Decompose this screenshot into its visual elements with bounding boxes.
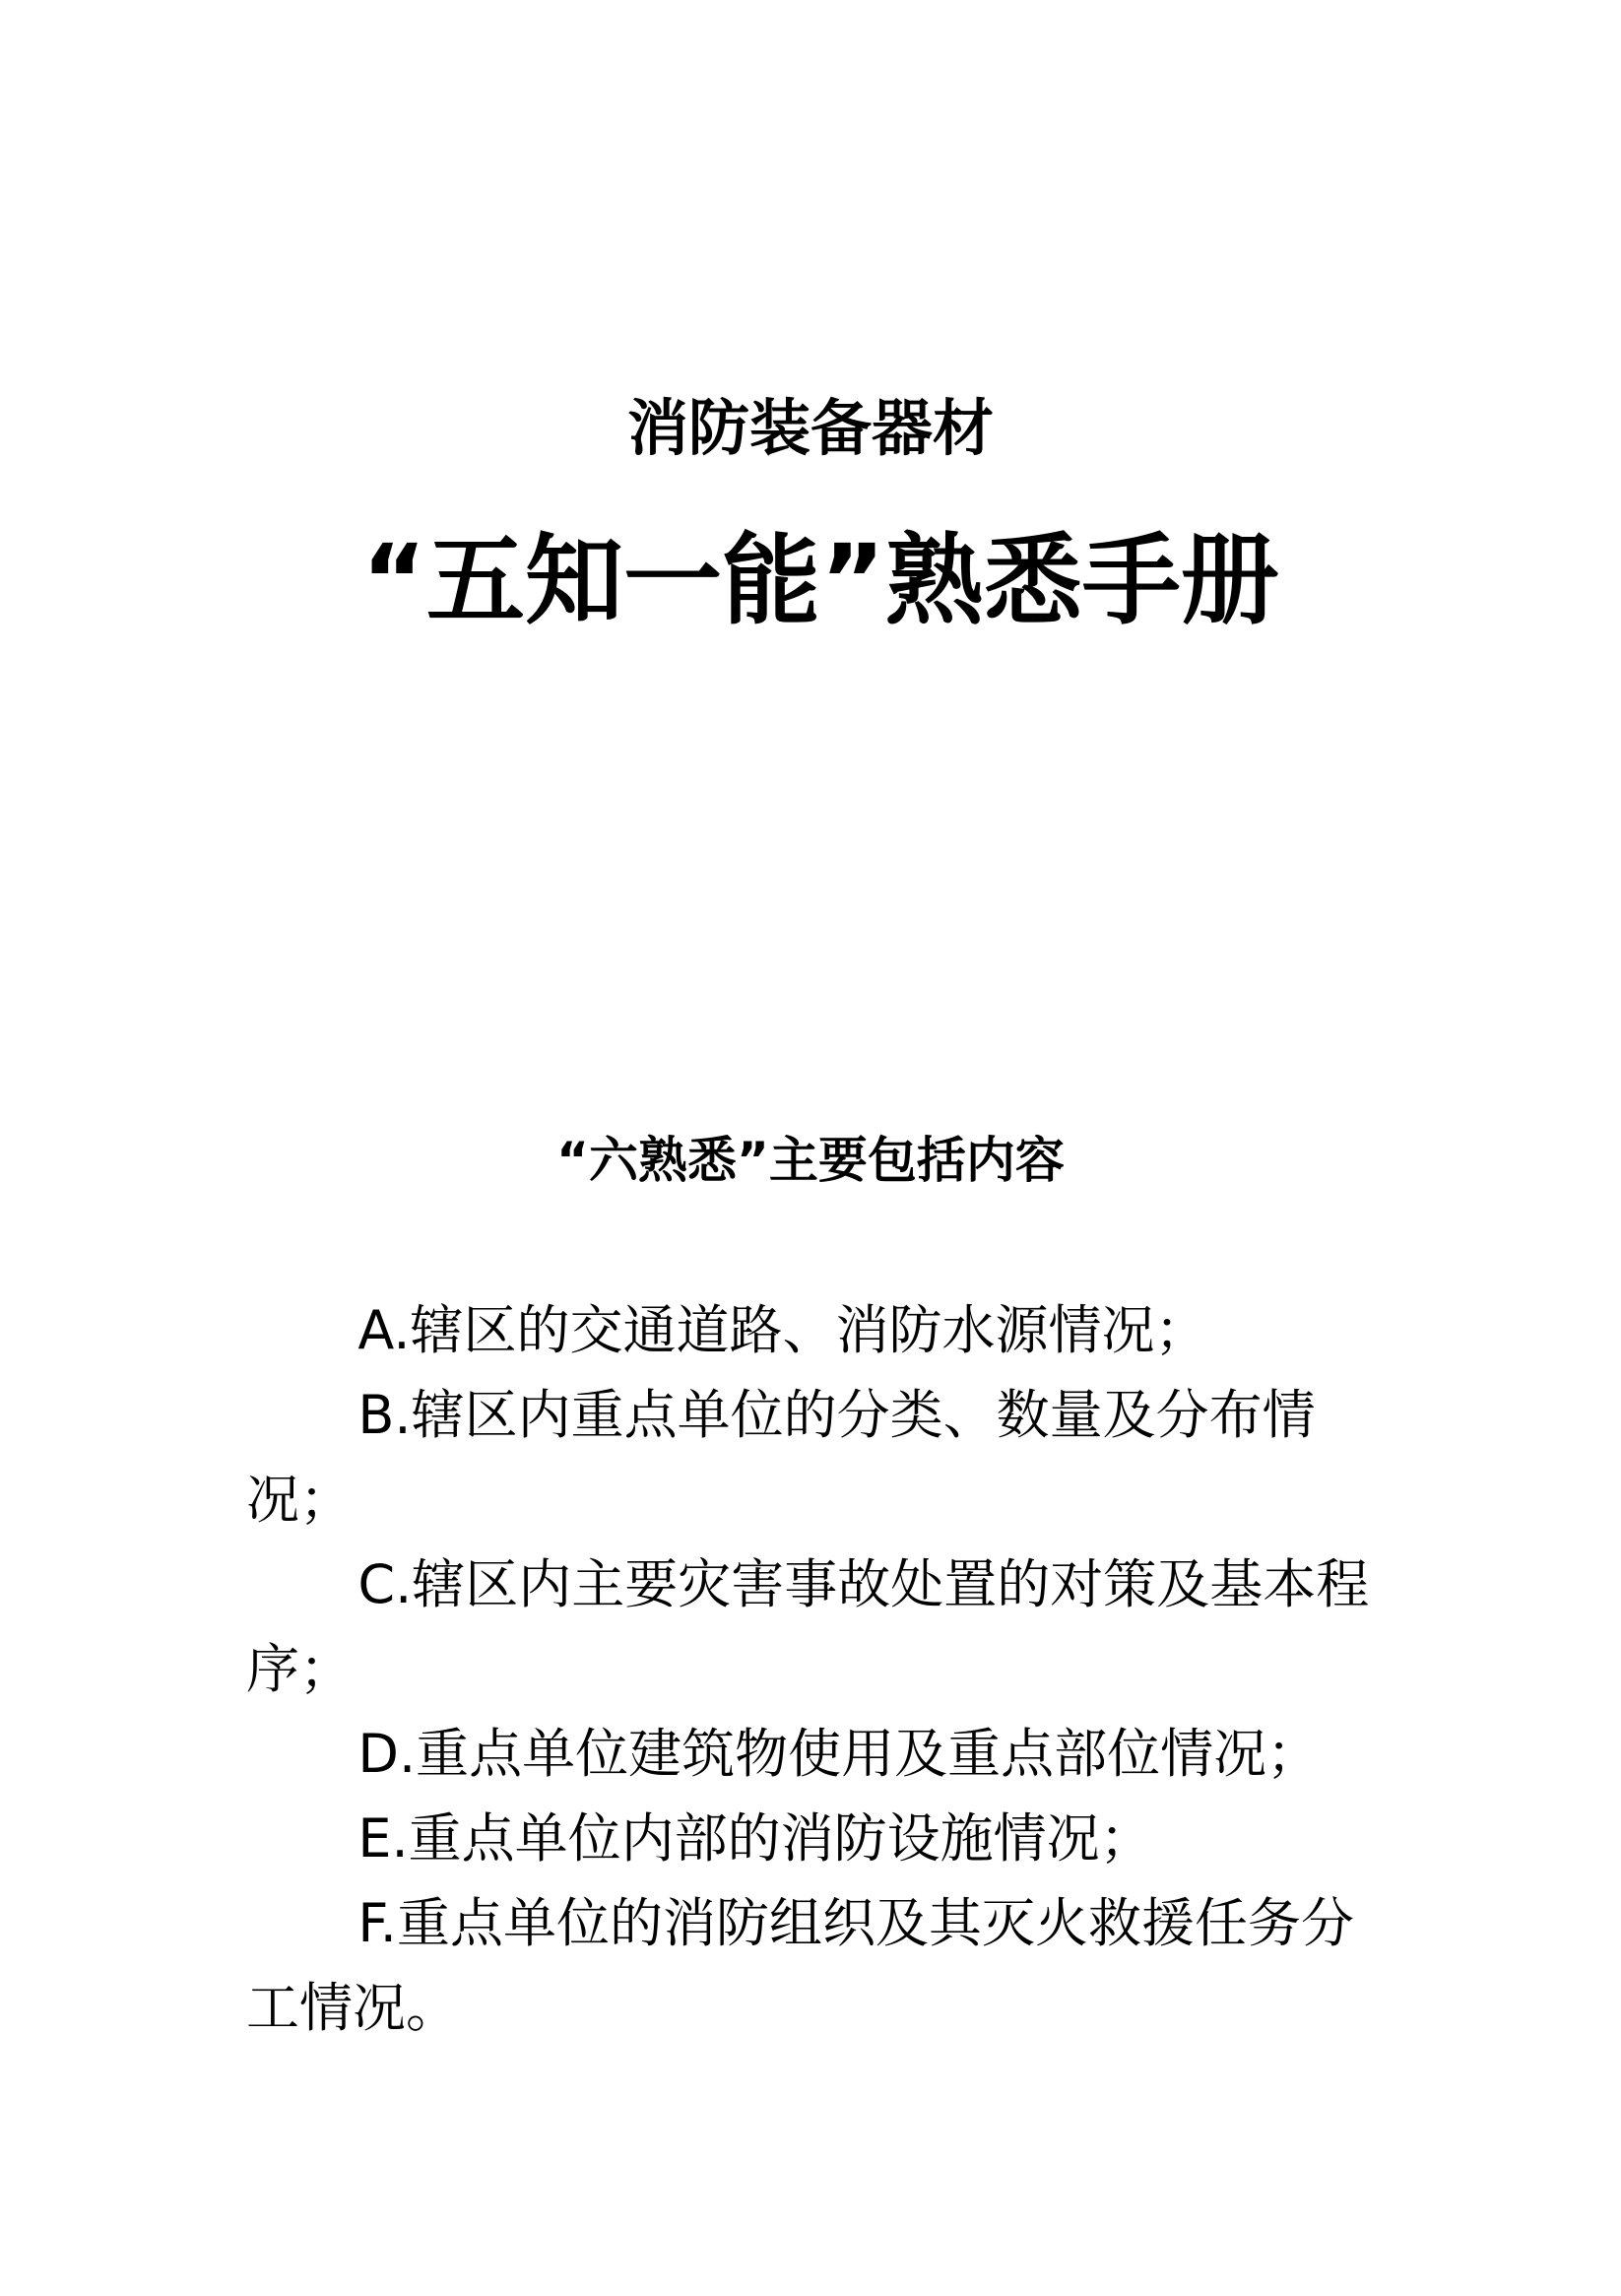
list-item: F.重点单位的消防组织及其灭火救援任务分工情况。 bbox=[246, 1892, 1354, 2039]
list-item: B.辖区内重点单位的分类、数量及分布情况； bbox=[246, 1384, 1316, 1531]
list-item: A.辖区的交通道路、消防水源情况； bbox=[357, 1299, 1208, 1361]
document-title-line-1: 消防装备器材 bbox=[626, 392, 994, 464]
section-heading: “六熟悉”主要包括内容 bbox=[556, 1132, 1065, 1189]
content-list bbox=[246, 1288, 1379, 2051]
document-title-line-2: “五知一能”熟悉手册 bbox=[361, 523, 1279, 638]
list-item: E.重点单位内部的消防设施情况； bbox=[357, 1807, 1153, 1870]
list-item: D.重点单位建筑物使用及重点部位情况； bbox=[357, 1723, 1321, 1785]
list-item: C.辖区内主要灾害事故处置的对策及基本程序； bbox=[246, 1553, 1370, 1700]
